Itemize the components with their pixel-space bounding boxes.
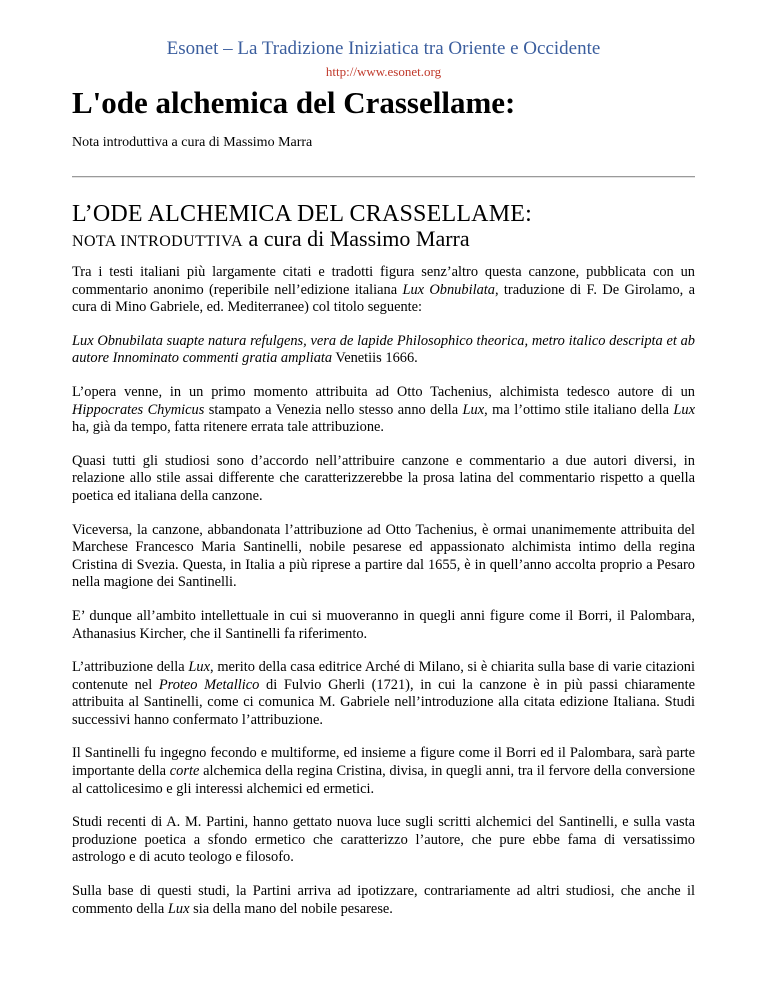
body-paragraph <box>72 333 695 368</box>
italic-text-run: corte <box>169 763 200 780</box>
text-run: Venetiis 1666. <box>332 350 418 367</box>
body-paragraph <box>72 264 695 317</box>
horizontal-divider <box>72 176 695 178</box>
text-run: , merito della casa editrice Arché di Milano, si è chiarita sulla base di varie citazioni contenute nel <box>72 659 695 693</box>
body-paragraph <box>72 384 695 437</box>
text-run: Sulla base di questi studi, la Partini arriva ad ipotizzare, contrariamente ad altri studiosi, che anche il commento della <box>72 883 695 917</box>
italic-text-run: Proteo Metallico <box>158 676 260 693</box>
body-paragraph <box>72 608 695 643</box>
body-paragraph <box>72 659 695 729</box>
text-run: sia della mano del nobile pesarese. <box>189 900 393 917</box>
site-title: Esonet – La Tradizione Iniziatica tra Oriente e Occidente <box>166 38 601 59</box>
text-run: E’ dunque all’ambito intellettuale in cui si muoveranno in quegli anni figure come il Borri, il Palombara, Athanasius Kircher, che il Santinelli fa riferimento. <box>72 607 695 642</box>
document-title: L'ode alchemica del Crassellame: <box>72 85 516 120</box>
text-run: ha, già da tempo, fatta ritenere errata tale attribuzione. <box>72 419 385 436</box>
text-run: L’opera venne, in un primo momento attribuita ad Otto Tachenius, alchimista tedesco autore di un <box>72 383 695 400</box>
text-run: Tra i testi italiani più largamente citati e tradotti figura senz’altro questa canzone, pubblicata con un commentario anonimo (reperibile nell’edizione italiana <box>72 264 695 298</box>
body-paragraph <box>72 453 695 506</box>
section-heading: L’ODE ALCHEMICA DEL CRASSELLAME: <box>72 201 532 227</box>
section-subheading-smallcaps: NOTA INTRODUTTIVA <box>72 233 243 250</box>
italic-text-run: Lux <box>188 659 210 676</box>
text-run: Quasi tutti gli studiosi sono d’accordo nell’attribuire canzone e commentario a due autori diversi, in relazione allo stile assai differente che caratterizzerebbe la prosa latina del commentario rispetto a quella poetica ed italiana della canzone. <box>72 452 695 504</box>
italic-text-run: Lux <box>673 401 695 418</box>
text-run: , traduzione di F. De Girolamo, a cura di Mino Gabriele, ed. Mediterranee) col titolo seguente: <box>72 281 695 316</box>
text-run: Viceversa, la canzone, abbandonata l’attribuzione ad Otto Tachenius, è ormai unanimemente attribuita del Marchese Francesco Maria Santinelli, nobile pesarese ed appassionato alchimista intimo della regina Cristina di Svezia. Questa, in Italia a più riprese a partire dal 1655, è in quell’anno accolta proprio a Pesaro nella magione dei Santinelli. <box>72 521 695 591</box>
italic-text-run: Lux Obnubilata <box>402 281 495 298</box>
body-paragraph <box>72 745 695 798</box>
text-run: , ma l’ottimo stile italiano della <box>484 401 674 418</box>
text-run: Studi recenti di A. M. Partini, hanno gettato nuova luce sugli scritti alchemici del Santinelli, e sulla vasta produzione poetica a sfondo ermetico che caratterizzo l’autore, che pure ebbe fama di versatissimo astrologo e di acuto teologo e filosofo. <box>72 814 695 866</box>
body-paragraph <box>72 522 695 592</box>
text-run: stampato a Venezia nello stesso anno della <box>204 401 463 418</box>
italic-text-run: Lux Obnubilata suapte natura refulgens, vera de lapide Philosophico theorica, metro italico descripta et ab autore Innominato commenti gratia ampliata <box>72 332 695 367</box>
section-subheading-author: a cura di Massimo Marra <box>243 226 470 251</box>
text-run: L’attribuzione della <box>72 659 189 676</box>
body-paragraph <box>72 883 695 918</box>
italic-text-run: Lux <box>167 900 190 917</box>
body-paragraph <box>72 814 695 867</box>
italic-text-run: Hippocrates Chymicus <box>72 401 205 418</box>
site-url[interactable]: http://www.esonet.org <box>325 64 442 79</box>
text-run: di Fulvio Gherli (1721), in cui la canzone è in più passi chiaramente attribuita al Santinelli, come ci comunica M. Gabriele nell’introduzione alla citata edizione Italiana. Studi successivi hanno confermato l’attribuzione. <box>72 676 695 728</box>
text-run: alchemica della regina Cristina, divisa, in quegli anni, tra il fervore della conversione al cattolicesimo e gli interessi alchemici ed ermetici. <box>72 763 695 797</box>
document-subtitle: Nota introduttiva a cura di Massimo Marra <box>72 135 313 150</box>
body-text <box>72 264 695 934</box>
italic-text-run: Lux <box>462 401 485 418</box>
text-run: Il Santinelli fu ingegno fecondo e multiforme, ed insieme a figure come il Borri ed il Palombara, sarà parte importante della <box>72 745 695 780</box>
section-subheading <box>72 226 470 255</box>
